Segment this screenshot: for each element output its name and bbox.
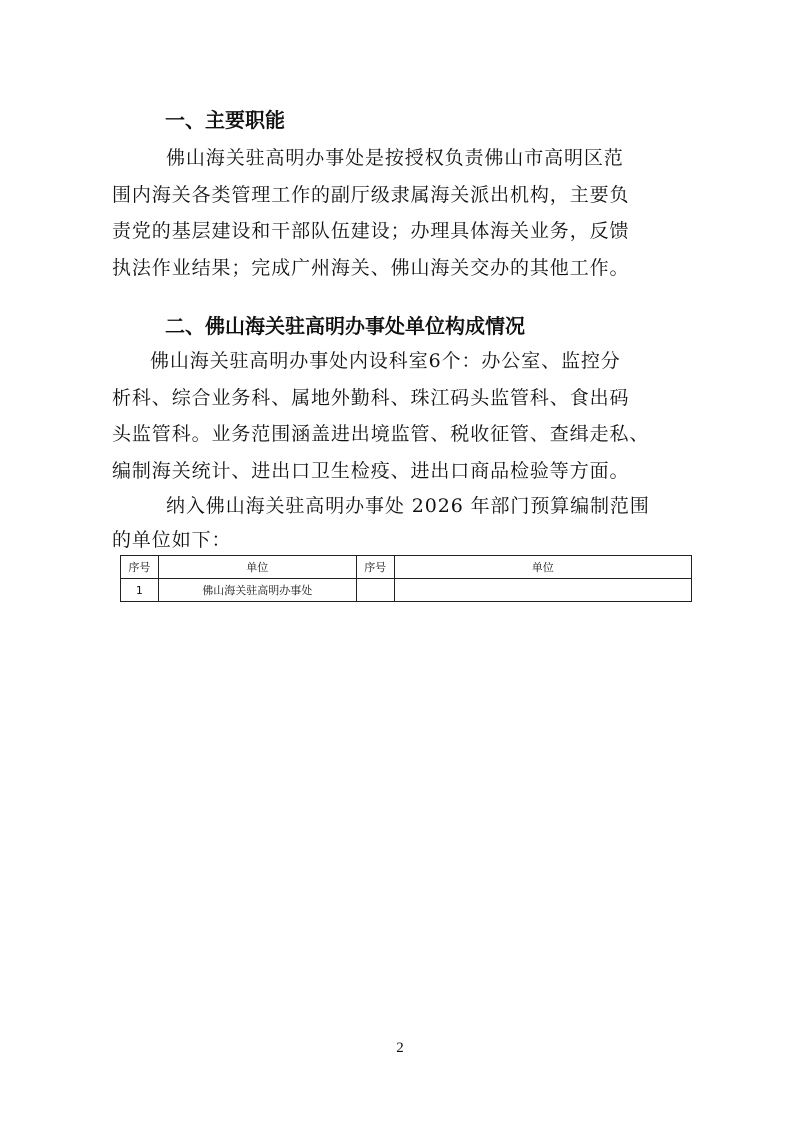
- body-line: 头监管科。业务范围涵盖进出境监管、税收征管、查缉走私、: [112, 423, 650, 445]
- units-table: [120, 555, 692, 602]
- column-header-index: 序号: [356, 556, 394, 579]
- table-header-row: [121, 556, 692, 579]
- table-cell-index: [356, 579, 394, 602]
- body-line: 围内海关各类管理工作的副厅级隶属海关派出机构，主要负: [112, 183, 630, 206]
- body-line: 编制海关统计、进出口卫生检疫、进出口商品检验等方面。: [112, 459, 630, 482]
- section-1-body: [112, 140, 672, 286]
- table-cell-index: 1: [121, 579, 159, 602]
- section-1-heading: 一、主要职能: [165, 108, 285, 132]
- body-line: 执法作业结果；完成广州海关、佛山海关交办的其他工作。: [112, 256, 630, 279]
- column-header-unit: 单位: [158, 556, 356, 579]
- budget-scope-intro: [112, 488, 672, 555]
- section-2-heading: 二、佛山海关驻高明办事处单位构成情况: [165, 314, 525, 338]
- body-line: 的单位如下：: [112, 528, 232, 551]
- section-2-body: [112, 343, 672, 489]
- table-cell-unit: [394, 579, 691, 602]
- body-line: 佛山海关驻高明办事处内设科室6个：办公室、监控分: [150, 350, 621, 372]
- page-number: 2: [396, 1040, 404, 1056]
- column-header-unit: 单位: [394, 556, 691, 579]
- body-line: 佛山海关驻高明办事处是按授权负责佛山市高明区范: [166, 147, 624, 169]
- table-row: [121, 579, 692, 602]
- body-line: 析科、综合业务科、属地外勤科、珠江码头监管科、食出码: [112, 386, 630, 409]
- column-header-index: 序号: [121, 556, 159, 579]
- table-cell-unit: 佛山海关驻高明办事处: [158, 579, 356, 602]
- body-line: 纳入佛山海关驻高明办事处 2026 年部门预算编制范围: [166, 495, 650, 517]
- body-line: 责党的基层建设和干部队伍建设；办理具体海关业务，反馈: [112, 220, 630, 242]
